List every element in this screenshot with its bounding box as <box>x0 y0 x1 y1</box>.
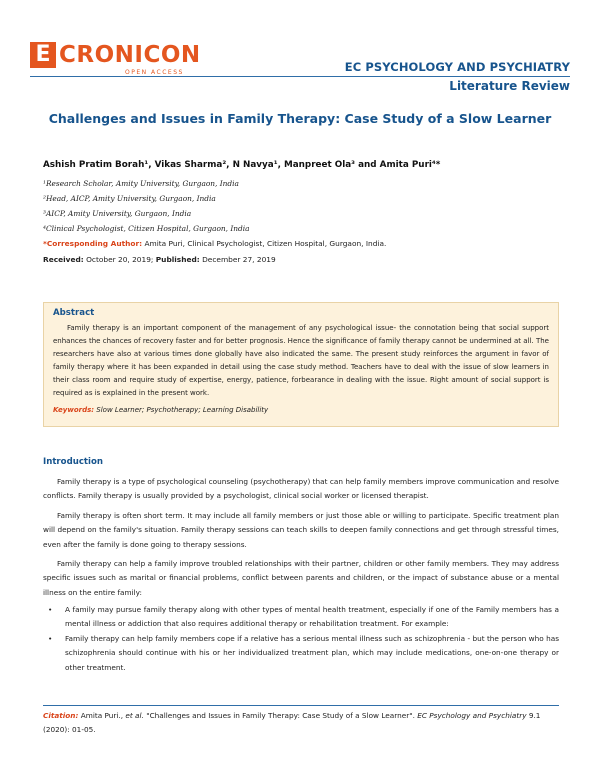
corresponding-author <box>43 239 386 248</box>
journal-name: EC PSYCHOLOGY AND PSYCHIATRY <box>344 60 570 74</box>
keywords-value: Slow Learner; Psychotherapy; Learning Disability <box>96 406 269 414</box>
citation-volume: 9.1 (2020): 01-05. <box>43 711 541 734</box>
bullet-dot-icon: • <box>48 634 53 643</box>
author-list: Ashish Pratim Borah¹, Vikas Sharma², N Navya¹, Manpreet Ola³ and Amita Puri⁴* <box>43 160 441 170</box>
affiliation-1: ¹Research Scholar, Amity University, Gurgaon, India <box>43 179 239 188</box>
citation <box>43 709 559 737</box>
published-date: December 27, 2019 <box>202 255 276 264</box>
introduction-heading: Introduction <box>43 457 104 467</box>
affiliation-3: ³AICP, Amity University, Gurgaon, India <box>43 209 192 218</box>
citation-journal: EC Psychology and Psychiatry <box>417 711 527 720</box>
cronicon-logo[interactable] <box>30 42 205 78</box>
intro-paragraph-3: Family therapy can help a family improve troubled relationships with their partner, children or other family members. They may address specific issues such as marital or financial problems, conflict between parents and children, or the impact of substance abuse or a mental illness on the entire family: <box>43 559 559 597</box>
logo-letter-box: E <box>30 42 56 68</box>
bullet-dot-icon: • <box>48 605 53 614</box>
abstract-heading: Abstract <box>53 308 95 318</box>
header-divider <box>30 76 570 77</box>
list-item-text: Family therapy can help family members cope if a relative has a serious mental illness such as schizophrenia - but the person who has schizophrenia should continue with his or her individualized treatment plan, which may include medications, one-on-one therapy or other treatment. <box>65 634 559 672</box>
received-date: October 20, 2019; <box>86 255 154 264</box>
published-label: Published: <box>155 255 200 264</box>
list-item <box>48 632 559 675</box>
logo-text: CRONICON <box>59 42 201 68</box>
intro-paragraph-2: Family therapy is often short term. It may include all family members or just those able or willing to participate. Specific treatment plan will depend on the family's situation. Family therapy sessions can teach skills to deepen family connections and get through stressful times, even after the family is done going to therapy sessions. <box>43 511 559 549</box>
keywords-label: Keywords: <box>53 406 95 414</box>
intro-paragraph-1: Family therapy is a type of psychological counseling (psychotherapy) that can help family members improve communication and resolve conflicts. Family therapy is usually provided by a psychologist, clinical social worker or licensed therapist. <box>43 477 559 501</box>
article-dates <box>43 255 276 264</box>
citation-title: "Challenges and Issues in Family Therapy: Case Study of a Slow Learner". <box>143 711 418 720</box>
received-label: Received: <box>43 255 84 264</box>
citation-etal: et al. <box>125 711 144 720</box>
affiliation-2: ²Head, AICP, Amity University, Gurgaon, India <box>43 194 216 203</box>
citation-author: Amita Puri., <box>80 711 126 720</box>
keywords <box>53 406 268 414</box>
list-item-text: A family may pursue family therapy along with other types of mental health treatment, especially if one of the Family members has a mental illness or addiction that also requires additional therapy or rehabilitation treatment. For example: <box>65 605 559 629</box>
affiliation-4: ⁴Clinical Psychologist, Citizen Hospital, Gurgaon, India <box>43 224 250 233</box>
list-item <box>48 603 559 632</box>
citation-label: Citation: <box>43 711 79 720</box>
corresponding-text: Amita Puri, Clinical Psychologist, Citizen Hospital, Gurgaon, India. <box>144 239 387 248</box>
abstract-box <box>43 302 559 427</box>
logo-subtext: OPEN ACCESS <box>125 69 184 76</box>
footer-divider <box>43 705 559 706</box>
article-title: Challenges and Issues in Family Therapy: Case Study of a Slow Learner <box>48 111 552 126</box>
corresponding-label: *Corresponding Author: <box>43 239 143 248</box>
abstract-body: Family therapy is an important component of the management of any psychological issue- the connotation being that social support enhances the chances of recovery faster and for better prognosis. Hence the significance of family therapy cannot be undermined at all. The researchers have also at various times done globally have also indicated the same. The present study reinforces the argument in favor of family therapy where it has been expanded in detail using the case study method. Teachers have to deal with the issue of slow learners in their class room and require study of expertise, energy, patience, forbearance in dealing with the issue. Right amount of social support is required as is explained in the present work. <box>53 324 549 397</box>
article-type: Literature Review <box>449 79 570 93</box>
